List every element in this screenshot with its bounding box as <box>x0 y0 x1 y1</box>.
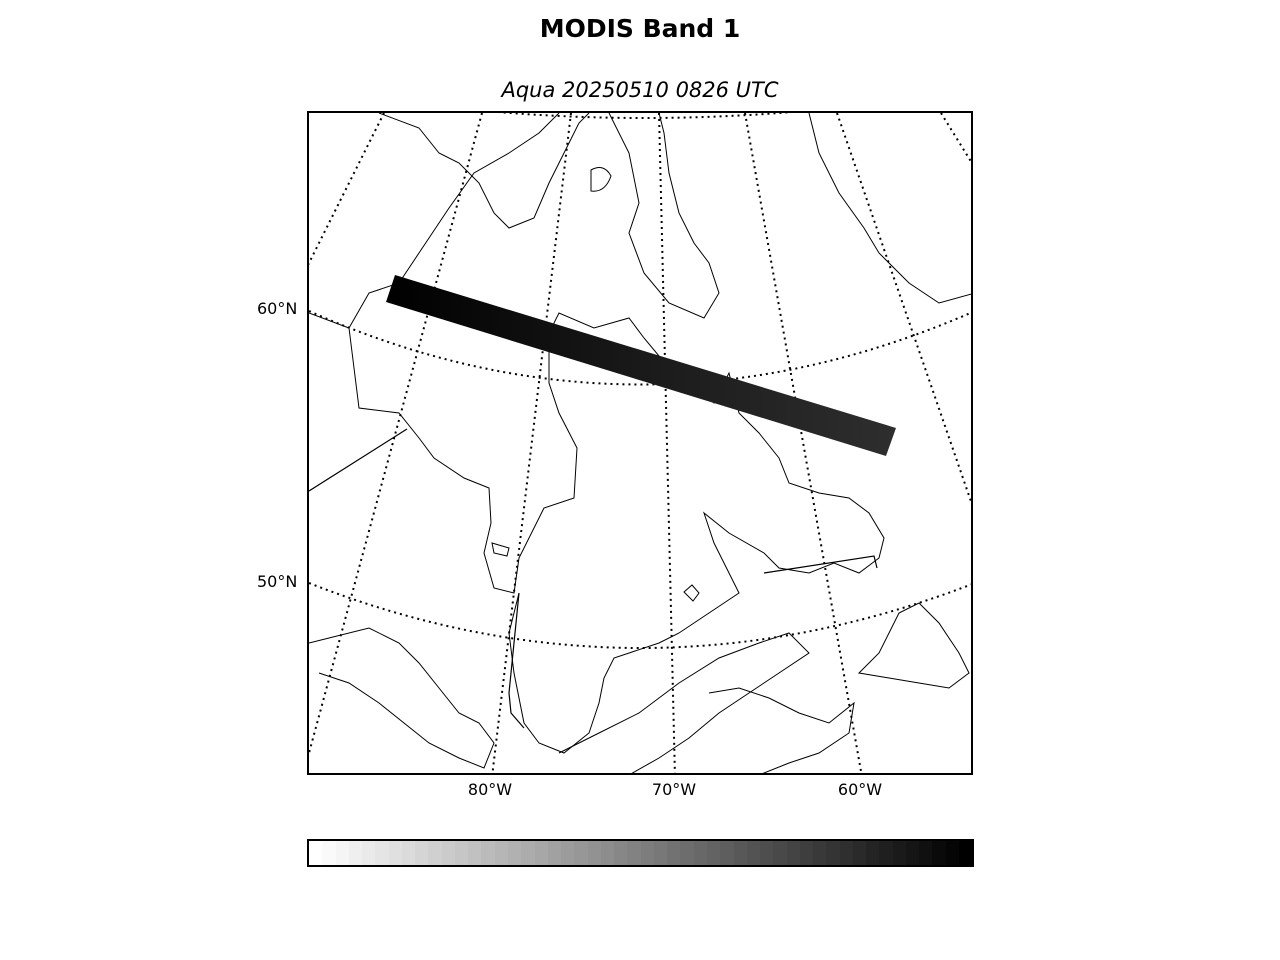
colorbar-steps <box>309 841 972 865</box>
colorbar-step <box>707 841 720 865</box>
colorbar-step <box>468 841 481 865</box>
colorbar-step <box>614 841 627 865</box>
graticule-lon-85 <box>309 113 482 753</box>
lon-label-60: 60°W <box>837 780 883 799</box>
lon-label-80: 80°W <box>467 780 513 799</box>
boundaries <box>309 429 877 728</box>
colorbar-step <box>309 841 322 865</box>
colorbar-step <box>694 841 707 865</box>
colorbar-step <box>362 841 375 865</box>
colorbar-step <box>813 841 826 865</box>
colorbar-step <box>800 841 813 865</box>
colorbar-step <box>932 841 945 865</box>
colorbar-step <box>601 841 614 865</box>
graticule-lat-50 <box>309 583 973 648</box>
colorbar-step <box>760 841 773 865</box>
boundary-ontario-manitoba <box>309 429 407 491</box>
coastline-island-b <box>684 585 699 601</box>
colorbar-step <box>946 841 959 865</box>
graticule-lon-80 <box>492 113 571 775</box>
colorbar-step <box>535 841 548 865</box>
lat-label-50: 50°N <box>257 572 298 591</box>
colorbar-step <box>442 841 455 865</box>
colorbar-step <box>375 841 388 865</box>
graticule-lon-60 <box>745 113 862 775</box>
coastline-greenland <box>809 113 973 303</box>
colorbar-step <box>548 841 561 865</box>
colorbar-step <box>495 841 508 865</box>
colorbar-step <box>481 841 494 865</box>
colorbar-step <box>336 841 349 865</box>
graticule-lon-90 <box>309 113 384 283</box>
colorbar <box>307 839 974 867</box>
colorbar-step <box>773 841 786 865</box>
colorbar-step <box>853 841 866 865</box>
colorbar-step <box>734 841 747 865</box>
coastline-baffin <box>379 113 589 228</box>
colorbar-step <box>893 841 906 865</box>
colorbar-step <box>588 841 601 865</box>
boundary-quebec-labrador <box>764 556 877 573</box>
colorbar-step <box>455 841 468 865</box>
coastline-belcher <box>492 543 509 556</box>
colorbar-step <box>747 841 760 865</box>
boundary-quebec-ontario <box>509 593 524 728</box>
lon-label-70: 70°W <box>651 780 697 799</box>
coastline-maritimes <box>709 688 854 775</box>
coastline-island-a <box>591 168 611 192</box>
colorbar-step <box>389 841 402 865</box>
colorbar-step <box>840 841 853 865</box>
figure-title: MODIS Band 1 <box>539 14 741 43</box>
map-canvas <box>309 113 973 775</box>
colorbar-step <box>866 841 879 865</box>
colorbar-step <box>349 841 362 865</box>
figure-subtitle: Aqua 20250510 0826 UTC <box>501 78 779 102</box>
swath-strip <box>386 275 896 456</box>
colorbar-step <box>322 841 335 865</box>
colorbar-step <box>561 841 574 865</box>
colorbar-step <box>919 841 932 865</box>
colorbar-step <box>415 841 428 865</box>
graticule-lon-55 <box>837 113 973 513</box>
colorbar-step <box>959 841 972 865</box>
coastline-st-lawrence <box>559 633 809 775</box>
graticule-lon-70 <box>659 113 675 775</box>
colorbar-step <box>879 841 892 865</box>
colorbar-step <box>654 841 667 865</box>
graticule-lat-70 <box>349 113 949 118</box>
coastline-great-lakes <box>309 628 494 768</box>
colorbar-step <box>667 841 680 865</box>
colorbar-step <box>428 841 441 865</box>
colorbar-step <box>680 841 693 865</box>
colorbar-step <box>906 841 919 865</box>
colorbar-step <box>574 841 587 865</box>
colorbar-step <box>402 841 415 865</box>
colorbar-step <box>508 841 521 865</box>
colorbar-step <box>521 841 534 865</box>
map-panel <box>307 111 973 775</box>
colorbar-step <box>627 841 640 865</box>
graticule-lon-50 <box>941 113 973 168</box>
coastline-hudson-bay <box>309 313 884 753</box>
colorbar-step <box>641 841 654 865</box>
colorbar-step <box>787 841 800 865</box>
lat-label-60: 60°N <box>257 299 298 318</box>
colorbar-step <box>720 841 733 865</box>
colorbar-step <box>826 841 839 865</box>
